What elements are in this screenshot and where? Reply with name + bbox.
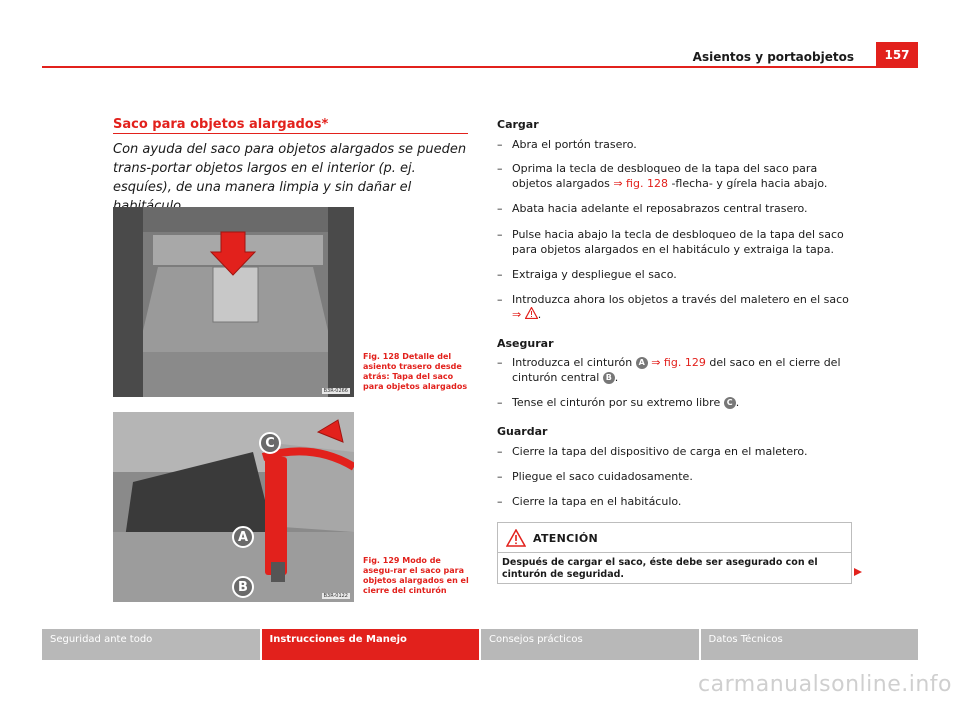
load-heading: Cargar: [497, 118, 539, 131]
callout-b-badge: B: [603, 372, 615, 384]
figure-code: B3R-0122: [323, 593, 348, 599]
figure-129-caption: Fig. 129 Modo de asegu-rar el saco para objetos alargados en el cierre del cinturón: [363, 556, 469, 595]
page-number: 157: [876, 42, 918, 67]
secure-heading: Asegurar: [497, 337, 554, 350]
warning-reference-link[interactable]: ⇒: [512, 308, 522, 321]
continue-arrow-icon: [853, 567, 863, 577]
figure-128-image: [113, 207, 354, 397]
callout-b: B: [232, 576, 254, 598]
attention-title: ATENCIÓN: [533, 532, 599, 545]
callout-a-badge: A: [636, 357, 648, 369]
figure-128-caption: Fig. 128 Detalle del asiento trasero desde atrás: Tapa del saco para objetos alargados: [363, 352, 468, 391]
list-item: – Extraiga y despliegue el saco.: [497, 268, 677, 281]
list-item: – Cierre la tapa en el habitáculo.: [497, 495, 682, 508]
list-item: – Introduzca ahora los objetos a través del maletero en el saco ⇒ .: [497, 293, 849, 321]
figure-reference-link[interactable]: ⇒ fig. 129: [651, 356, 706, 369]
tab-consejos[interactable]: Consejos prácticos: [481, 629, 699, 660]
attention-text: Después de cargar el saco, éste debe ser asegurado con el cinturón de seguridad.: [502, 557, 818, 580]
watermark: carmanualsonline.info: [698, 672, 952, 697]
list-item: – Introduzca el cinturón A ⇒ fig. 129 del saco en el cierre del cinturón central B .: [497, 356, 841, 384]
warning-triangle-icon: [506, 529, 526, 547]
list-item: – Oprima la tecla de desbloqueo de la tapa del saco para objetos alargados ⇒ fig. 128 -flecha- y gírela hacia abajo.: [497, 162, 828, 190]
tab-seguridad[interactable]: Seguridad ante todo: [42, 629, 260, 660]
figure-code: B3R-0266: [323, 388, 348, 394]
list-item: – Abata hacia adelante el reposabrazos central trasero.: [497, 202, 808, 215]
list-item: – Pulse hacia abajo la tecla de desbloqueo de la tapa del saco para objetos alargados en el habitáculo y extraiga la tapa.: [497, 228, 844, 256]
list-item: – Cierre la tapa del dispositivo de carga en el maletero.: [497, 445, 808, 458]
figure-reference-link[interactable]: ⇒ fig. 128: [613, 177, 668, 190]
list-item: – Tense el cinturón por su extremo libre C .: [497, 396, 740, 409]
list-item: – Abra el portón trasero.: [497, 138, 637, 151]
section-rule: [113, 133, 468, 134]
callout-c: C: [259, 432, 281, 454]
callout-c-badge: C: [724, 397, 736, 409]
figure-129-image: [113, 412, 354, 602]
trunk-illustration: [113, 207, 354, 397]
store-heading: Guardar: [497, 425, 548, 438]
attention-header: [498, 523, 851, 553]
attention-box: [497, 522, 852, 584]
seat-belt-illustration: [113, 412, 354, 602]
tab-instrucciones[interactable]: Instrucciones de Manejo: [262, 629, 480, 660]
list-item: – Pliegue el saco cuidadosamente.: [497, 470, 693, 483]
header-rule: [42, 66, 918, 68]
callout-a: A: [232, 526, 254, 548]
section-intro: Con ayuda del saco para objetos alargados se pueden trans-portar objetos largos en el interior (p. ej. esquíes), de una manera limpia y sin dañar el: [113, 142, 467, 195]
page-header-title: Asientos y portaobjetos: [692, 50, 854, 64]
warning-triangle-icon: [525, 307, 538, 319]
tab-datos-tecnicos[interactable]: Datos Técnicos: [701, 629, 919, 660]
section-title: Saco para objetos alargados*: [113, 117, 329, 132]
footer-nav: [42, 629, 918, 660]
